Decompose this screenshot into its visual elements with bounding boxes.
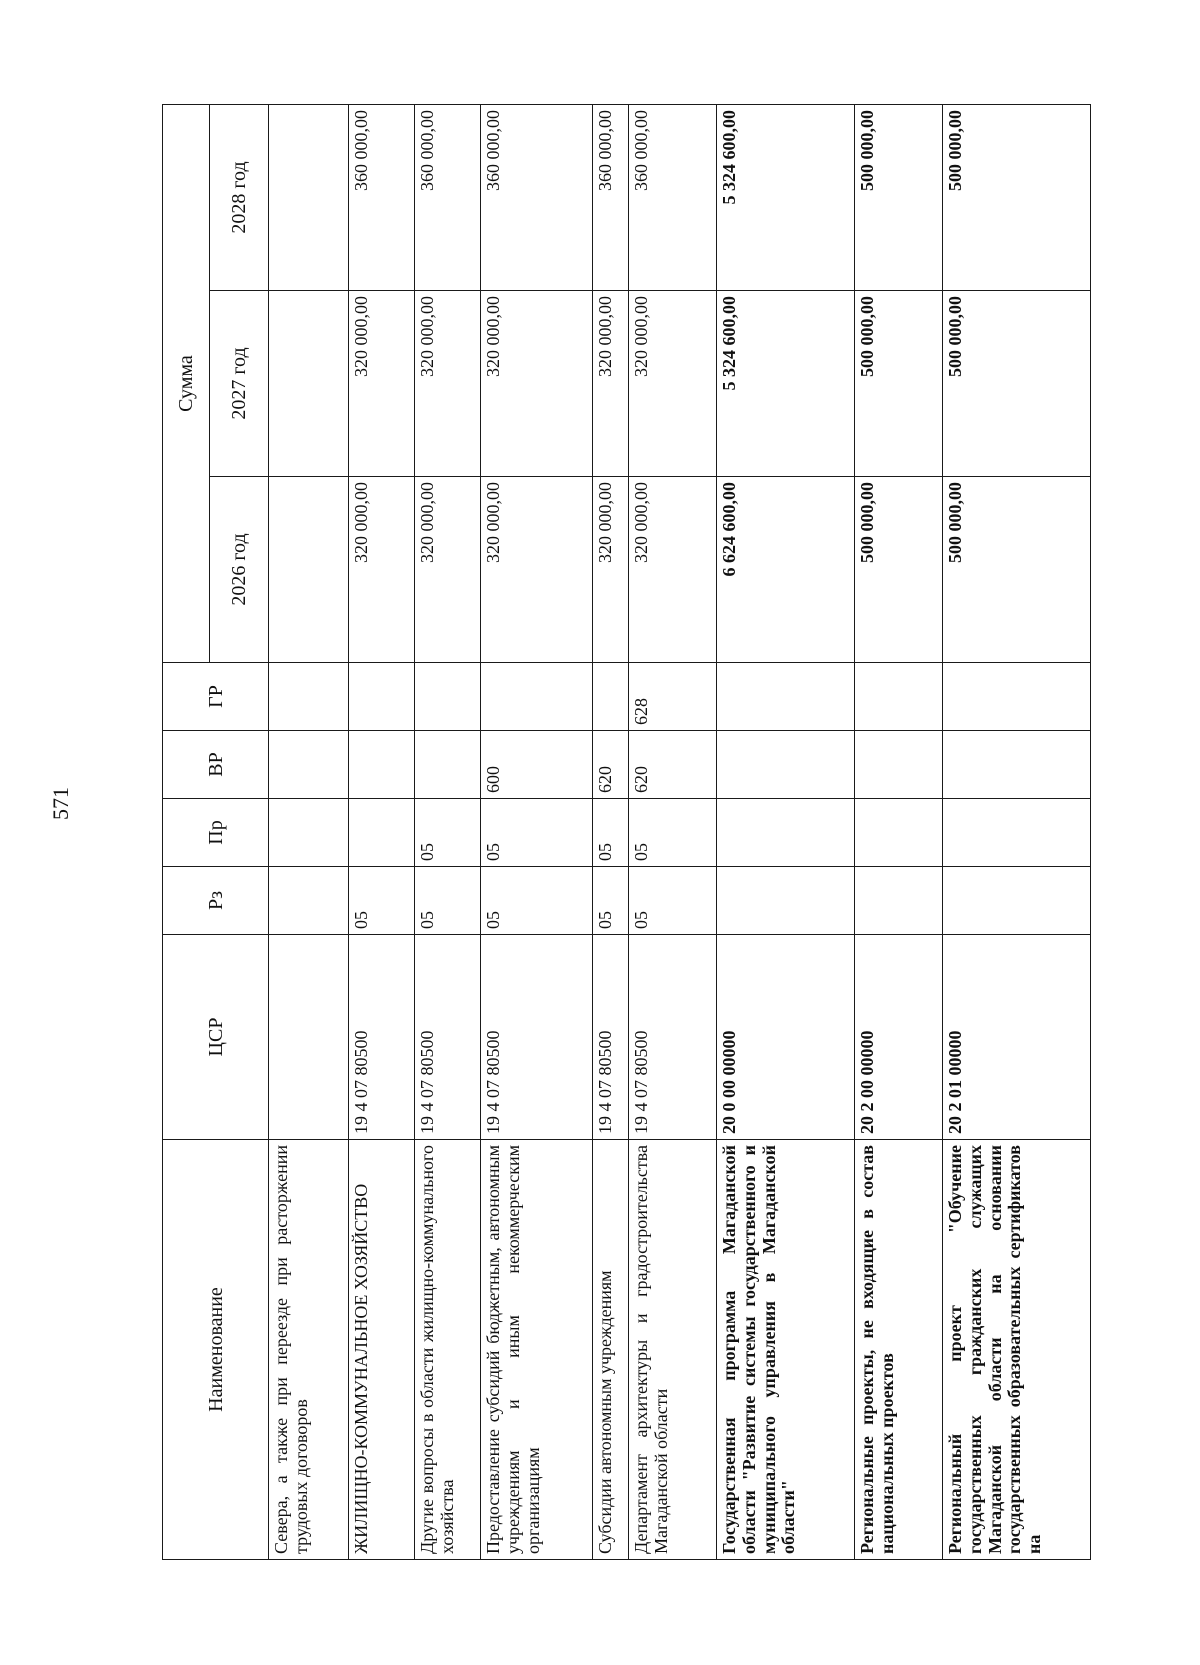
header-gr: ГР: [163, 663, 269, 731]
cell-name: Другие вопросы в области жилищно-коммунального хозяйства: [415, 1140, 481, 1560]
cell-name: Субсидии автономным учреждениям: [593, 1140, 629, 1560]
cell-csr: [269, 935, 349, 1140]
cell-pr: 05: [415, 799, 481, 867]
table-row: [415, 105, 481, 1560]
cell-vr: [349, 731, 415, 799]
table-row: [481, 105, 593, 1560]
cell-pr: [717, 799, 855, 867]
cell-2028: 360 000,00: [415, 105, 481, 291]
page-number: 571: [48, 787, 73, 820]
cell-rz: 05: [481, 867, 593, 935]
cell-name: ЖИЛИЩНО-КОММУНАЛЬНОЕ ХОЗЯЙСТВО: [349, 1140, 415, 1560]
cell-2026: 500 000,00: [855, 477, 943, 663]
cell-gr: [717, 663, 855, 731]
cell-2028: 500 000,00: [855, 105, 943, 291]
cell-2028: 500 000,00: [943, 105, 1091, 291]
cell-gr: [481, 663, 593, 731]
cell-2026: 320 000,00: [593, 477, 629, 663]
cell-pr: [349, 799, 415, 867]
table-row: [269, 105, 349, 1560]
header-csr: ЦСР: [163, 935, 269, 1140]
cell-2026: 320 000,00: [629, 477, 717, 663]
table-row: [593, 105, 629, 1560]
cell-vr: 600: [481, 731, 593, 799]
cell-pr: 05: [629, 799, 717, 867]
cell-csr: 19 4 07 80500: [481, 935, 593, 1140]
cell-vr: [943, 731, 1091, 799]
cell-2027: 500 000,00: [943, 291, 1091, 477]
header-rz: Рз: [163, 867, 269, 935]
cell-rz: 05: [593, 867, 629, 935]
cell-csr: 20 0 00 00000: [717, 935, 855, 1140]
cell-2027: 5 324 600,00: [717, 291, 855, 477]
cell-2027: 320 000,00: [481, 291, 593, 477]
cell-pr: 05: [593, 799, 629, 867]
cell-rz: [855, 867, 943, 935]
table-row: [717, 105, 855, 1560]
cell-csr: 19 4 07 80500: [593, 935, 629, 1140]
cell-2026: 320 000,00: [415, 477, 481, 663]
cell-2027: 320 000,00: [593, 291, 629, 477]
cell-csr: 19 4 07 80500: [349, 935, 415, 1140]
cell-2026: 320 000,00: [349, 477, 415, 663]
header-year-2028: 2028 год: [210, 105, 269, 291]
cell-pr: 05: [481, 799, 593, 867]
cell-name: Предоставление субсидий бюджетным, автономным учреждениям и иным некоммерческим организациям: [481, 1140, 593, 1560]
cell-2026: 500 000,00: [943, 477, 1091, 663]
cell-2027: 320 000,00: [629, 291, 717, 477]
cell-gr: [349, 663, 415, 731]
cell-csr: 20 2 00 00000: [855, 935, 943, 1140]
table-row: [943, 105, 1091, 1560]
cell-2028: [269, 105, 349, 291]
cell-name: Севера, а также при переезде при расторжении трудовых договоров: [269, 1140, 349, 1560]
cell-csr: 19 4 07 80500: [415, 935, 481, 1140]
cell-2026: 320 000,00: [481, 477, 593, 663]
cell-vr: [717, 731, 855, 799]
cell-vr: [269, 731, 349, 799]
header-vr: ВР: [163, 731, 269, 799]
cell-gr: [593, 663, 629, 731]
cell-pr: [269, 799, 349, 867]
cell-vr: 620: [593, 731, 629, 799]
header-year-2026: 2026 год: [210, 477, 269, 663]
cell-vr: [855, 731, 943, 799]
cell-name: Департамент архитектуры и градостроительства Магаданской области: [629, 1140, 717, 1560]
header-year-2027: 2027 год: [210, 291, 269, 477]
cell-name: Региональные проекты, не входящие в состав национальных проектов: [855, 1140, 943, 1560]
table-row: [349, 105, 415, 1560]
cell-gr: 628: [629, 663, 717, 731]
cell-rz: [269, 867, 349, 935]
cell-gr: [415, 663, 481, 731]
cell-gr: [943, 663, 1091, 731]
cell-2028: 360 000,00: [593, 105, 629, 291]
cell-name: Государственная программа Магаданской области "Развитие системы государственного и муниципального управления в Магаданской области": [717, 1140, 855, 1560]
cell-pr: [855, 799, 943, 867]
table-row: [855, 105, 943, 1560]
cell-gr: [269, 663, 349, 731]
cell-rz: [717, 867, 855, 935]
cell-vr: [415, 731, 481, 799]
cell-rz: 05: [349, 867, 415, 935]
table-row: [629, 105, 717, 1560]
cell-2028: 360 000,00: [481, 105, 593, 291]
cell-2027: 320 000,00: [415, 291, 481, 477]
header-sum: Сумма: [163, 105, 210, 663]
header-pr: Пр: [163, 799, 269, 867]
cell-2027: [269, 291, 349, 477]
cell-2028: 5 324 600,00: [717, 105, 855, 291]
cell-gr: [855, 663, 943, 731]
cell-name: Региональный проект "Обучение государственных гражданских служащих Магаданской области на основании государственных образовательных сертификатов на: [943, 1140, 1091, 1560]
cell-csr: 19 4 07 80500: [629, 935, 717, 1140]
cell-csr: 20 2 01 00000: [943, 935, 1091, 1140]
cell-2028: 360 000,00: [629, 105, 717, 291]
cell-2027: 320 000,00: [349, 291, 415, 477]
header-name: Наименование: [163, 1140, 269, 1560]
cell-2026: 6 624 600,00: [717, 477, 855, 663]
cell-2026: [269, 477, 349, 663]
rotated-table-wrapper: [162, 105, 1080, 1560]
budget-table: [162, 104, 1091, 1560]
cell-2028: 360 000,00: [349, 105, 415, 291]
cell-vr: 620: [629, 731, 717, 799]
cell-rz: [943, 867, 1091, 935]
cell-rz: 05: [415, 867, 481, 935]
cell-pr: [943, 799, 1091, 867]
cell-rz: 05: [629, 867, 717, 935]
cell-2027: 500 000,00: [855, 291, 943, 477]
